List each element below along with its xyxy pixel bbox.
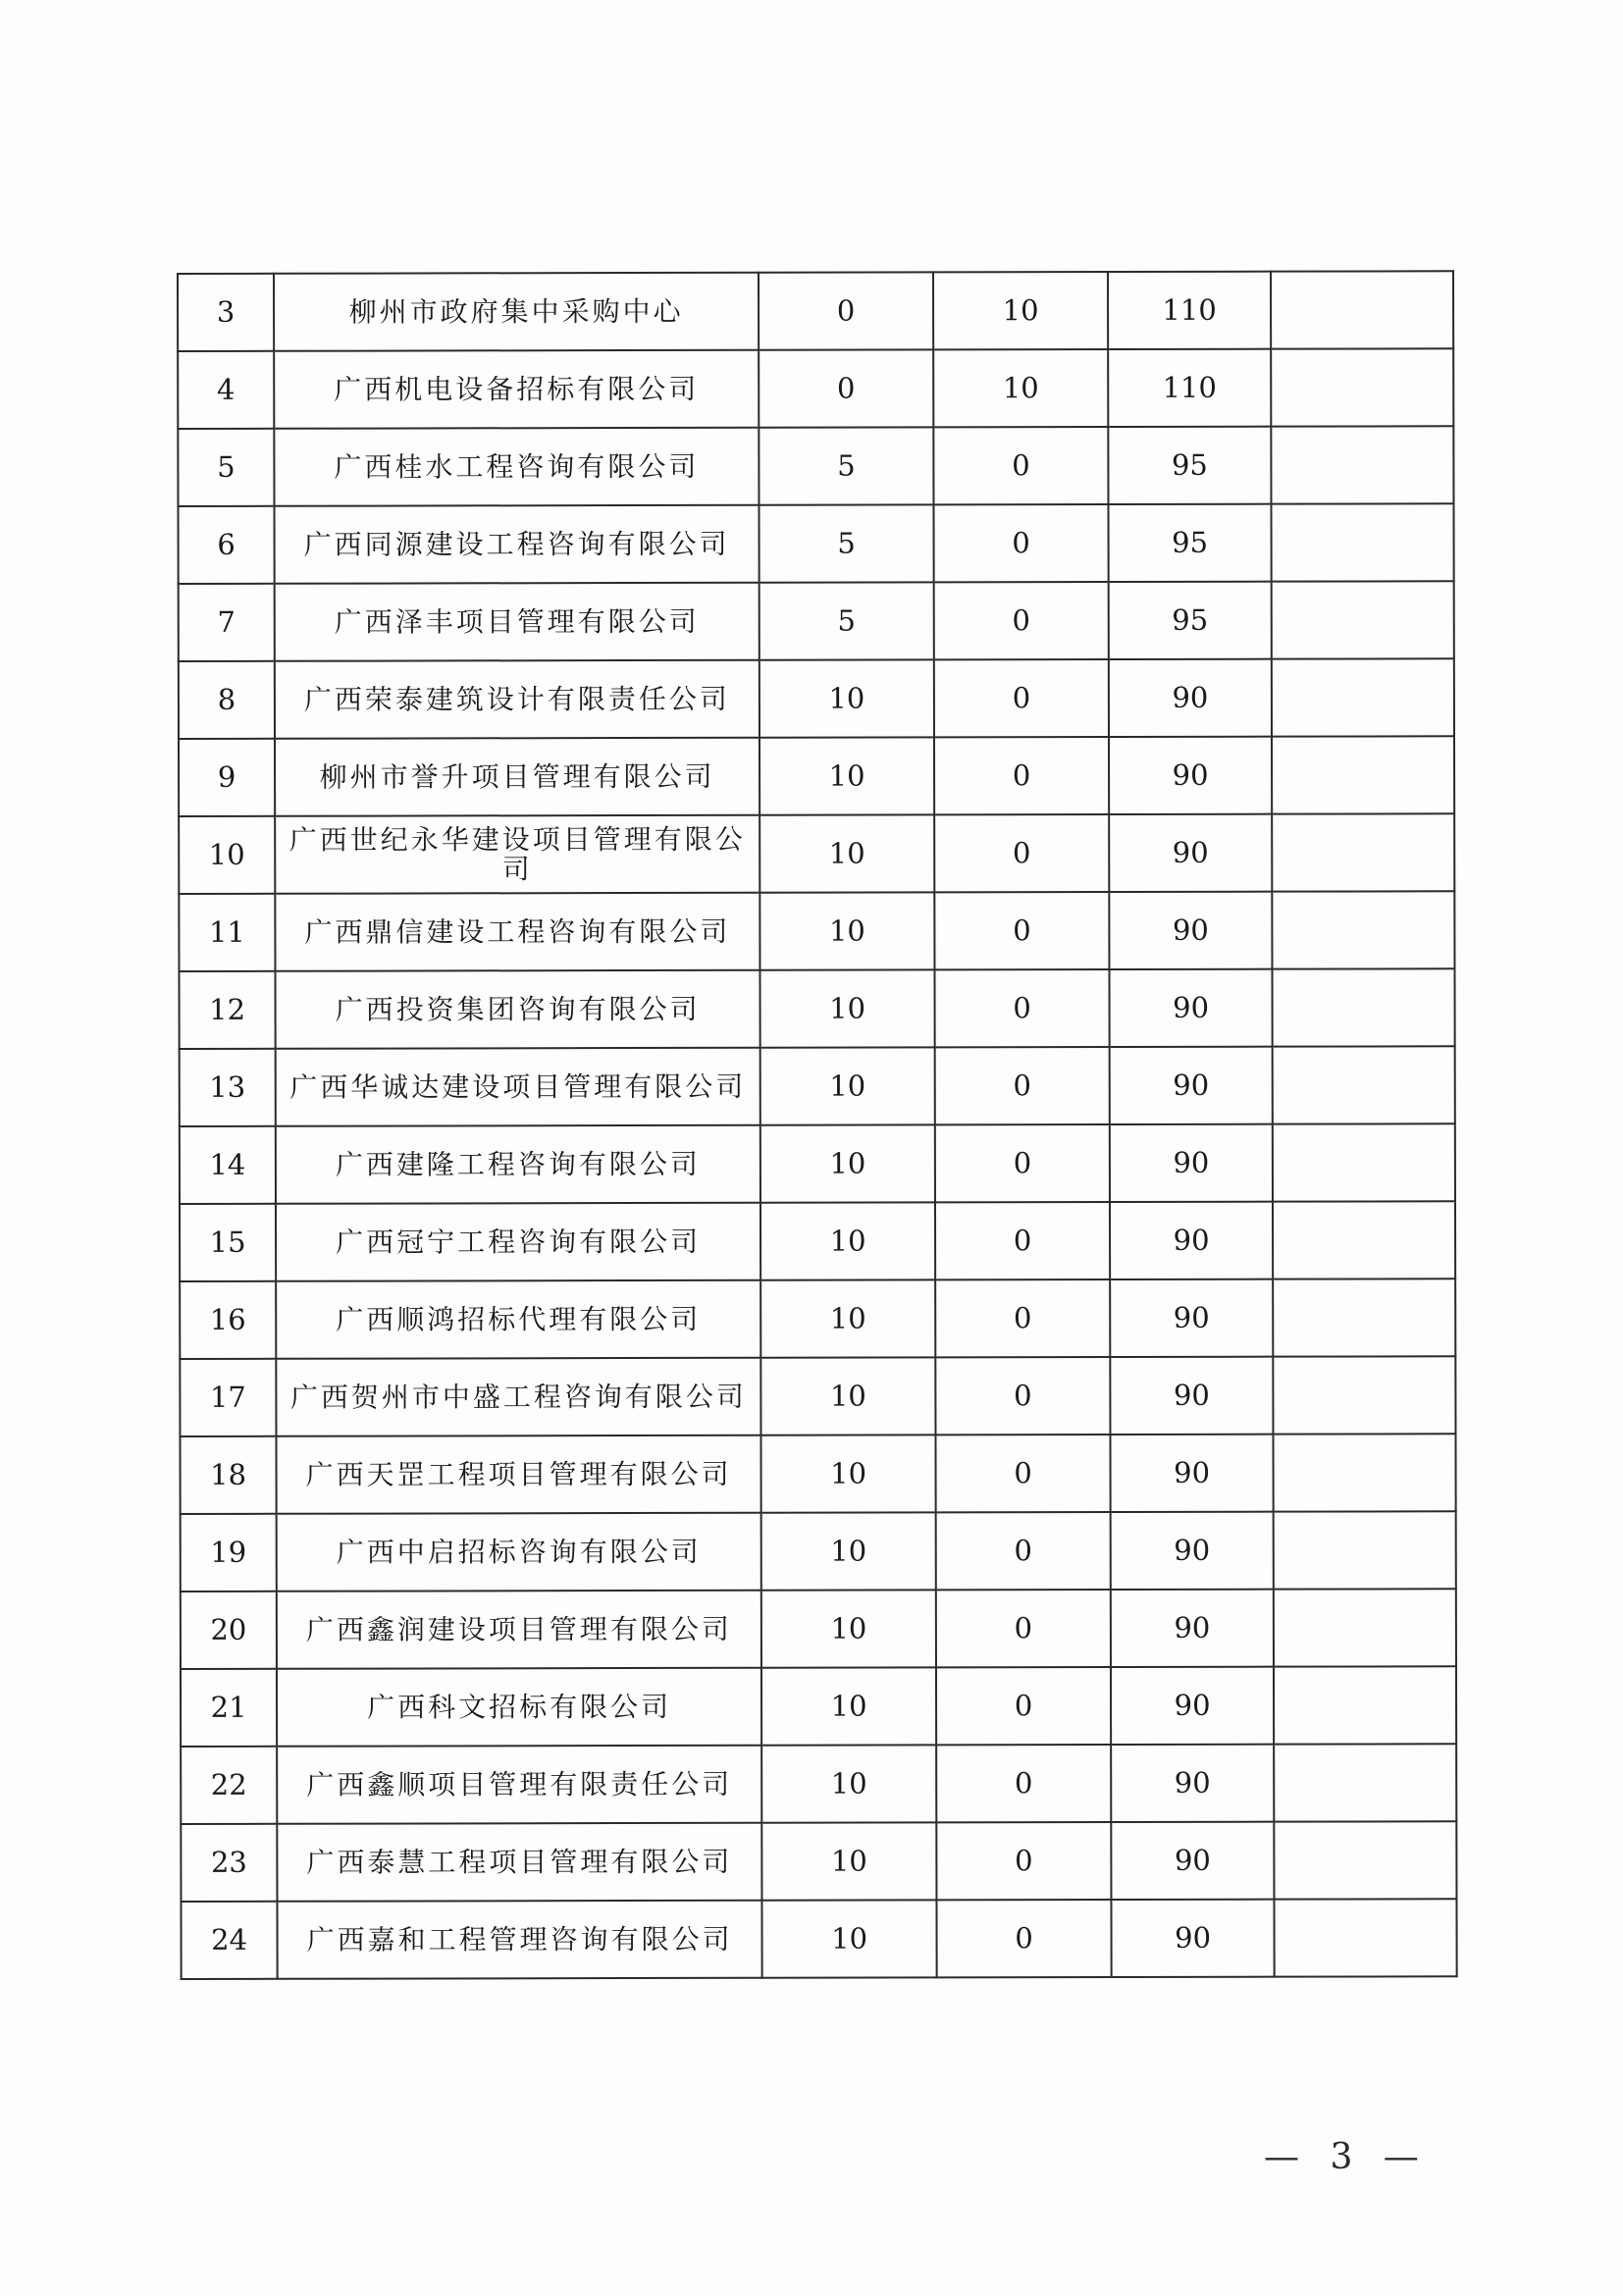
company-name-cell: 广西天罡工程项目管理有限公司 (276, 1435, 760, 1514)
remarks-cell (1272, 658, 1454, 736)
company-name-cell: 广西鼎信建设工程咨询有限公司 (275, 893, 759, 971)
table-row (179, 891, 1454, 971)
total-score-cell: 90 (1111, 1667, 1274, 1745)
company-name-cell: 广西机电设备招标有限公司 (274, 350, 759, 429)
deduction-score-cell: 10 (761, 1667, 936, 1745)
company-name-cell: 广西冠宁工程咨询有限公司 (276, 1203, 760, 1281)
company-name-cell: 广西投资集团咨询有限公司 (275, 970, 759, 1049)
bonus-score-cell: 10 (933, 349, 1108, 427)
total-score-cell: 90 (1109, 659, 1272, 737)
row-number-cell: 24 (181, 1902, 277, 1979)
table-row (181, 1589, 1456, 1669)
bonus-score-cell: 0 (935, 1279, 1110, 1357)
deduction-score-cell: 10 (760, 1279, 935, 1357)
bonus-score-cell: 0 (934, 892, 1109, 969)
remarks-cell (1273, 1434, 1455, 1511)
table-row (181, 1821, 1456, 1902)
row-number-cell: 18 (180, 1436, 276, 1514)
deduction-score-cell: 10 (761, 1590, 936, 1667)
company-name-cell: 广西顺鸿招标代理有限公司 (276, 1280, 760, 1359)
remarks-cell (1271, 348, 1453, 426)
total-score-cell: 95 (1109, 582, 1272, 659)
remarks-cell (1271, 271, 1453, 348)
row-number-cell: 14 (180, 1126, 276, 1204)
total-score-cell: 90 (1109, 814, 1272, 892)
bonus-score-cell: 0 (936, 1745, 1111, 1822)
remarks-cell (1272, 891, 1454, 968)
total-score-cell: 90 (1110, 1357, 1273, 1435)
row-number-cell: 6 (178, 506, 274, 584)
total-score-cell: 95 (1108, 427, 1271, 504)
bonus-score-cell: 0 (934, 814, 1109, 892)
remarks-cell (1274, 1589, 1456, 1666)
remarks-cell (1272, 581, 1454, 658)
company-name-cell: 广西科文招标有限公司 (277, 1668, 761, 1747)
row-number-cell: 3 (178, 274, 274, 351)
table-row (181, 1666, 1456, 1747)
bonus-score-cell: 0 (935, 1357, 1110, 1435)
bonus-score-cell: 0 (936, 1822, 1111, 1900)
remarks-cell (1273, 1123, 1455, 1201)
remarks-cell (1272, 968, 1454, 1046)
row-number-cell: 7 (179, 584, 275, 661)
total-score-cell: 90 (1111, 1512, 1274, 1590)
total-score-cell: 90 (1110, 1124, 1273, 1202)
deduction-score-cell: 10 (761, 1745, 936, 1822)
bonus-score-cell: 0 (936, 1512, 1111, 1590)
row-number-cell: 10 (179, 816, 275, 894)
row-number-cell: 17 (180, 1359, 276, 1436)
bonus-score-cell: 0 (934, 659, 1109, 737)
company-name-cell: 广西世纪永华建设项目管理有限公司 (275, 815, 759, 894)
company-name-cell: 广西中启招标咨询有限公司 (277, 1513, 761, 1592)
remarks-cell (1271, 503, 1453, 581)
deduction-score-cell: 10 (760, 1357, 935, 1435)
bonus-score-cell: 0 (933, 504, 1108, 582)
table-row (180, 1278, 1455, 1359)
table-row (178, 503, 1453, 584)
row-number-cell: 20 (181, 1592, 277, 1669)
remarks-cell (1274, 1744, 1456, 1821)
row-number-cell: 9 (179, 739, 275, 816)
remarks-cell (1274, 1899, 1456, 1976)
table-row (180, 1201, 1455, 1281)
row-number-cell: 13 (180, 1049, 276, 1126)
deduction-score-cell: 10 (760, 1202, 935, 1279)
table-row (180, 1046, 1455, 1126)
total-score-cell: 110 (1108, 349, 1271, 427)
company-name-cell: 广西建隆工程咨询有限公司 (276, 1125, 760, 1204)
bonus-score-cell: 0 (935, 1047, 1110, 1124)
deduction-score-cell: 10 (761, 1512, 936, 1590)
deduction-score-cell: 10 (759, 814, 934, 892)
table-row (180, 1434, 1455, 1514)
table-row (179, 968, 1454, 1049)
bonus-score-cell: 0 (936, 1667, 1111, 1745)
row-number-cell: 12 (179, 971, 275, 1049)
table-row (178, 426, 1453, 506)
bonus-score-cell: 10 (933, 272, 1108, 349)
bonus-score-cell: 0 (934, 969, 1109, 1047)
bonus-score-cell: 0 (933, 427, 1108, 504)
total-score-cell: 90 (1111, 1590, 1274, 1667)
remarks-cell (1273, 1278, 1455, 1356)
score-table (177, 270, 1458, 1980)
bonus-score-cell: 0 (934, 737, 1109, 814)
company-name-cell: 广西桂水工程咨询有限公司 (274, 428, 759, 506)
deduction-score-cell: 5 (759, 504, 933, 582)
total-score-cell: 90 (1109, 737, 1272, 814)
remarks-cell (1272, 736, 1454, 813)
total-score-cell: 90 (1109, 969, 1272, 1047)
row-number-cell: 5 (178, 429, 274, 506)
row-number-cell: 8 (179, 661, 275, 739)
company-name-cell: 柳州市政府集中采购中心 (274, 273, 759, 351)
deduction-score-cell: 10 (760, 1435, 935, 1512)
deduction-score-cell: 0 (759, 272, 933, 349)
deduction-score-cell: 10 (759, 659, 934, 737)
total-score-cell: 90 (1111, 1745, 1274, 1822)
total-score-cell: 90 (1111, 1822, 1274, 1900)
table-row (180, 1123, 1455, 1204)
page-number: — 3 — (1264, 2137, 1429, 2177)
total-score-cell: 90 (1110, 1279, 1273, 1357)
total-score-cell: 90 (1109, 892, 1272, 969)
company-name-cell: 广西泰慧工程项目管理有限公司 (277, 1823, 761, 1902)
total-score-cell: 90 (1110, 1047, 1273, 1124)
deduction-score-cell: 0 (759, 349, 933, 427)
table-row (179, 658, 1454, 739)
bonus-score-cell: 0 (936, 1900, 1111, 1977)
bonus-score-cell: 0 (935, 1435, 1110, 1512)
bonus-score-cell: 0 (934, 582, 1109, 659)
table-row (179, 581, 1454, 661)
row-number-cell: 11 (179, 894, 275, 971)
table-body (178, 271, 1457, 1979)
deduction-score-cell: 10 (760, 1124, 935, 1202)
deduction-score-cell: 5 (759, 582, 934, 659)
row-number-cell: 22 (181, 1747, 277, 1824)
company-name-cell: 广西嘉和工程管理咨询有限公司 (277, 1901, 761, 1979)
row-number-cell: 16 (180, 1281, 276, 1359)
bonus-score-cell: 0 (935, 1202, 1110, 1279)
bonus-score-cell: 0 (936, 1590, 1111, 1667)
bonus-score-cell: 0 (935, 1124, 1110, 1202)
table-row (181, 1899, 1456, 1979)
row-number-cell: 23 (181, 1824, 277, 1902)
deduction-score-cell: 5 (759, 427, 933, 504)
table-row (179, 813, 1454, 894)
deduction-score-cell: 10 (759, 969, 934, 1047)
remarks-cell (1273, 1046, 1455, 1123)
company-name-cell: 广西鑫润建设项目管理有限公司 (277, 1591, 761, 1669)
deduction-score-cell: 10 (759, 892, 934, 969)
deduction-score-cell: 10 (760, 1047, 935, 1124)
remarks-cell (1274, 1821, 1456, 1899)
deduction-score-cell: 10 (761, 1900, 936, 1977)
row-number-cell: 4 (178, 351, 274, 429)
total-score-cell: 90 (1110, 1202, 1273, 1279)
total-score-cell: 90 (1111, 1900, 1274, 1977)
table-row (178, 348, 1453, 429)
table-row (180, 1356, 1455, 1436)
total-score-cell: 110 (1108, 272, 1271, 349)
total-score-cell: 95 (1108, 504, 1271, 582)
company-name-cell: 广西荣泰建筑设计有限责任公司 (275, 660, 759, 739)
table-row (178, 271, 1453, 351)
company-name-cell: 广西鑫顺项目管理有限责任公司 (277, 1746, 761, 1824)
deduction-score-cell: 10 (761, 1822, 936, 1900)
company-name-cell: 广西华诚达建设项目管理有限公司 (276, 1048, 760, 1126)
remarks-cell (1271, 426, 1453, 503)
table-row (179, 736, 1454, 816)
company-name-cell: 广西泽丰项目管理有限公司 (275, 583, 759, 661)
total-score-cell: 90 (1110, 1435, 1273, 1512)
remarks-cell (1274, 1511, 1456, 1589)
company-name-cell: 广西贺州市中盛工程咨询有限公司 (276, 1358, 760, 1436)
remarks-cell (1273, 1356, 1455, 1434)
row-number-cell: 21 (181, 1669, 277, 1747)
remarks-cell (1274, 1666, 1456, 1744)
table-row (181, 1744, 1456, 1824)
table-row (181, 1511, 1456, 1592)
row-number-cell: 19 (181, 1514, 277, 1592)
company-name-cell: 柳州市誉升项目管理有限公司 (275, 738, 759, 816)
deduction-score-cell: 10 (759, 737, 934, 814)
remarks-cell (1273, 1201, 1455, 1278)
company-name-cell: 广西同源建设工程咨询有限公司 (274, 505, 759, 584)
row-number-cell: 15 (180, 1204, 276, 1281)
remarks-cell (1272, 813, 1454, 891)
